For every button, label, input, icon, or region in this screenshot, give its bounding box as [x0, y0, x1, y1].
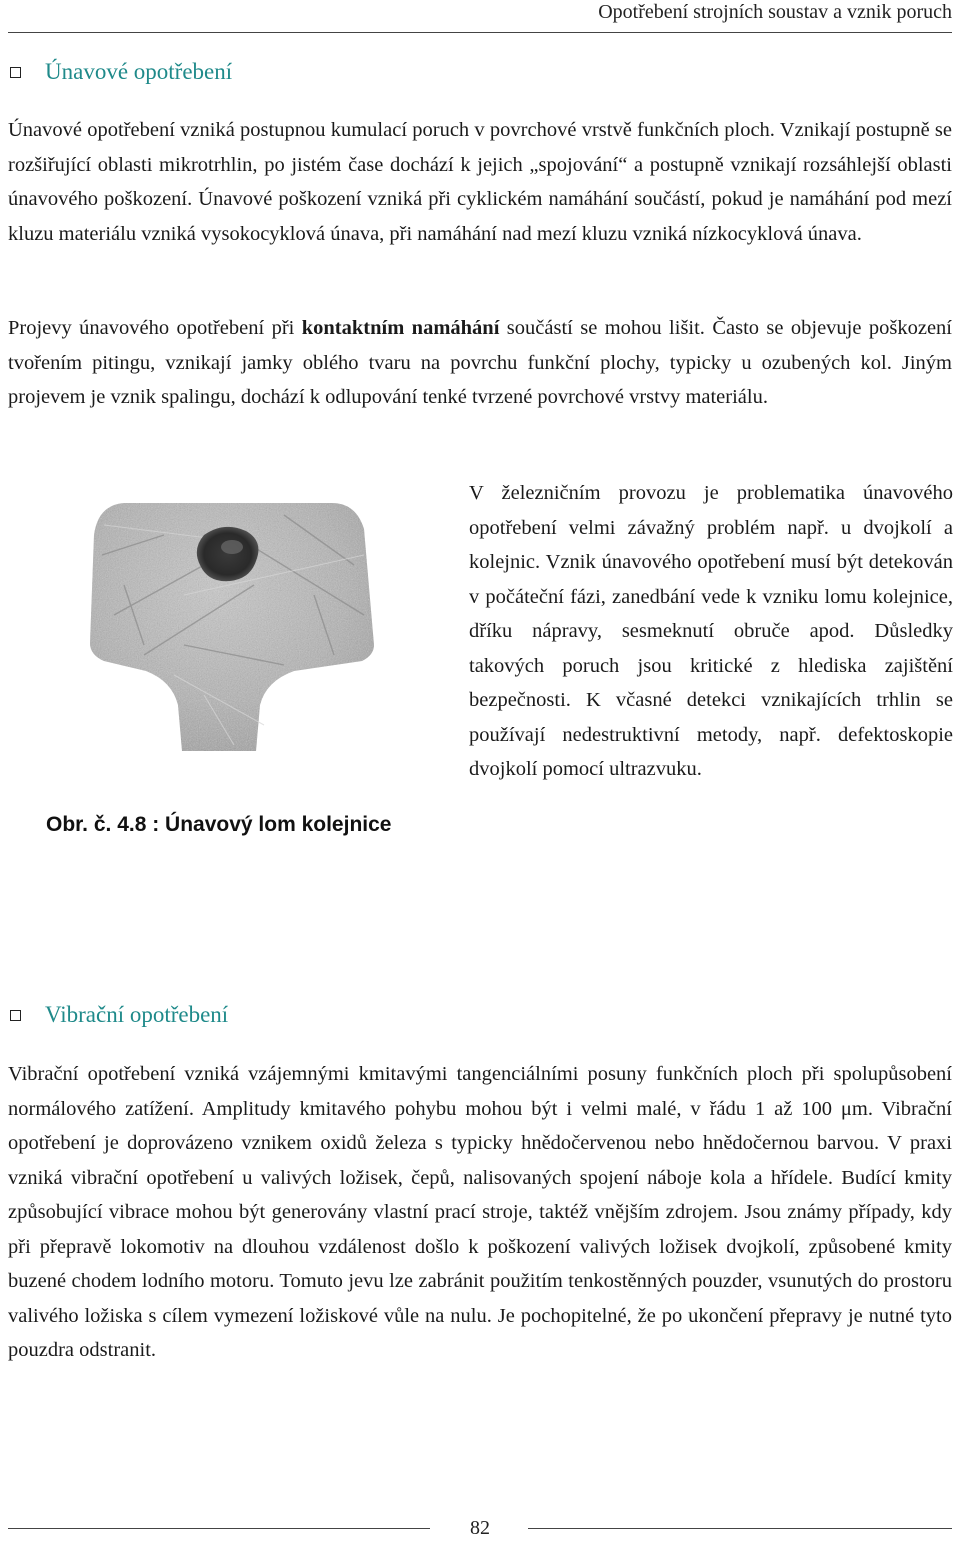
checkbox-bullet-icon: [10, 67, 21, 78]
text-run: Projevy únavového opotřebení při: [8, 317, 302, 339]
text-run: součástí se mohou lišit. Často se objevuje poškození tvořením pitingu, vznikají jamky oblého tvaru na povrchu funkční plochy, typicky u ozubených kol. Jiným projevem je vznik spalingu, dochází k odlupování tenké tvrzené povrchové vrstvy materiálu.: [8, 317, 952, 408]
page-number: 82: [470, 1517, 490, 1539]
paragraph-vibration-wear: Vibrační opotřebení vzniká vzájemnými kmitavými tangenciálními posuny funkčních ploch při spolupůsobení normálového zatížení. Amplitudy kmitavého pohybu mohou být i velmi malé, v řádu 1 až 100 μm. Vibrační opotřebení je doprovázeno vznikem oxidů železa s typicky hnědočervenou nebo hnědočernou barvou. V praxi vzniká vibrační opotřebení u valivých ložisek, čepů, nalisovaných spojení náboje kola a hřídele. Budící kmity způsobující vibrace mohou být generovány vlastní prací stroje, taktéž vnějším zdrojem. Jsou známy případy, kdy při přepravě lokomotiv na dlouhou vzdálenost došlo k poškození valivých ložisek dvojkolí, způsobené kmity buzené chodem lodního motoru. Tomuto jevu lze zabránit použitím tenkostěnných pouzder, vsunutých do prostoru valivého ložiska s cílem vymezení ložiskové vůle na nulu. Je pochopitelné, že po ukončení přepravy je nutné tyto pouzdra odstranit.: [8, 1063, 952, 1361]
section-heading-fatigue: [10, 57, 232, 87]
footer-rule-right: [528, 1528, 952, 1529]
paragraph-fatigue-intro: Únavové opotřebení vzniká postupnou kumulací poruch v povrchové vrstvě funkčních ploch. Vznikají postupně se rozšiřující oblasti mikrotrhlin, po jistém čase dochází k jejich „spojování“ a postupně vznikají rozsáhlejší oblasti únavového poškození. Únavové poškození vzniká při cyklickém namáhání součástí, pokud je namáhání pod mezí kluzu materiálu vzniká vysokocyklová únava, při namáhání nad mezí kluzu vzniká nízkocyklová únava.: [8, 119, 952, 245]
section-title: Únavové opotřebení: [45, 59, 233, 84]
bold-term: kontaktním namáhání: [301, 317, 500, 339]
checkbox-bullet-icon: [10, 1010, 21, 1021]
paragraph-railway-context: V železničním provozu je problematika únavového opotřebení velmi závažný problém např. u dvojkolí a kolejnic. Vznik únavového opotřebení musí být detekován v počáteční fázi, zanedbání vede k vzniku lomu kolejnice, dříku nápravy, sesmeknutí obruče apod. Důsledky takových poruch jsou kritické z hlediska zajištění bezpečnosti. K včasné detekci vznikajících trhlin se používají nedestruktivní metody, např. defektoskopie dvojkolí pomocí ultrazvuku.: [469, 482, 953, 780]
rail-fracture-figure: [84, 495, 382, 755]
footer-rule-left: [8, 1528, 430, 1529]
section-title: Vibrační opotřebení: [45, 1002, 229, 1027]
running-header: Opotřebení strojních soustav a vznik poruch: [8, 0, 952, 33]
paragraph-contact-stress: [8, 311, 952, 415]
section-heading-vibration: [10, 1000, 228, 1030]
figure-caption: Obr. č. 4.8 : Únavový lom kolejnice: [46, 813, 392, 836]
